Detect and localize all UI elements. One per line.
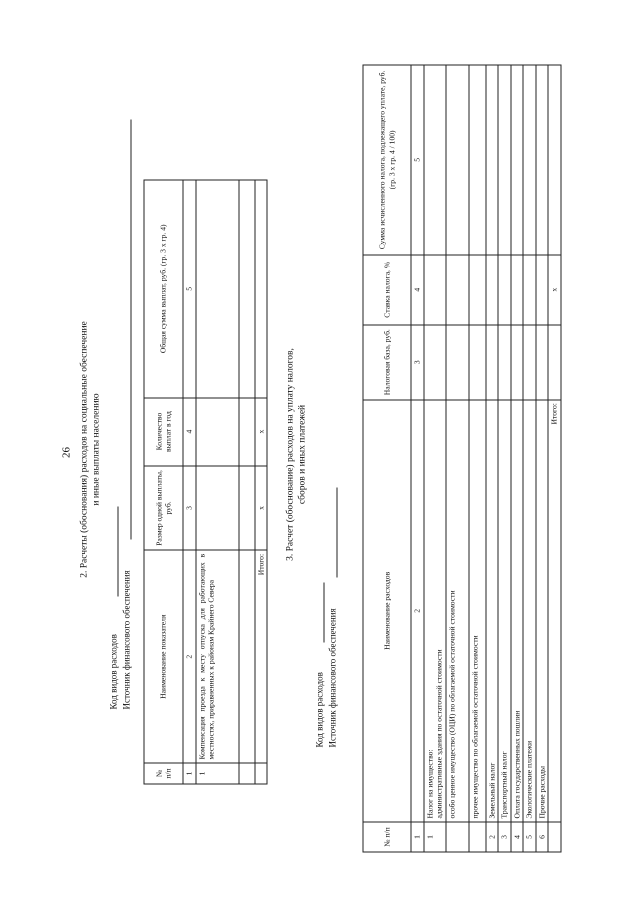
section2-title-line2: и иные выплаты населению — [91, 393, 101, 506]
empty-cell — [523, 65, 536, 255]
table-row — [485, 65, 498, 852]
empty-cell — [485, 255, 498, 325]
table-row — [498, 65, 511, 852]
empty-cell — [548, 65, 561, 255]
empty-cell — [254, 180, 267, 398]
total-row — [548, 65, 561, 852]
col-number-cell: 3 — [183, 466, 196, 551]
empty-cell — [238, 398, 254, 466]
header-cell: № п/п — [363, 822, 411, 852]
col-number-cell: 4 — [183, 398, 196, 466]
empty-cell — [445, 65, 468, 255]
empty-cell — [523, 325, 536, 400]
col-number-cell: 3 — [411, 325, 424, 400]
empty-cell — [423, 65, 445, 255]
section2-istochnik-label: Источник финансового обеспечения — [121, 570, 131, 710]
empty-cell — [254, 763, 267, 784]
row-number-cell: 6 — [535, 822, 548, 852]
empty-cell — [423, 325, 445, 400]
empty-cell — [468, 255, 485, 325]
total-x-mark: x — [548, 255, 561, 325]
total-row — [254, 180, 267, 784]
empty-cell — [238, 763, 254, 784]
empty-cell — [535, 325, 548, 400]
total-label: Итого: — [254, 550, 267, 763]
table-row — [510, 65, 523, 852]
section3-istochnik-label: Источник финансового обеспечения — [327, 608, 337, 748]
col-number-cell: 2 — [411, 400, 424, 822]
col-number-cell: 1 — [183, 763, 196, 784]
table-row — [423, 65, 445, 852]
row-value-cell — [195, 398, 238, 466]
empty-cell — [468, 65, 485, 255]
table-row — [238, 180, 254, 784]
empty-cell — [238, 550, 254, 763]
section2-istochnik-line — [130, 120, 131, 540]
header-cell: Налоговая база, руб. — [363, 325, 411, 400]
table-header-row — [363, 65, 411, 852]
col-number-cell: 4 — [411, 255, 424, 325]
section3-table — [362, 65, 561, 853]
header-cell: № п/п — [144, 763, 183, 784]
total-x-mark: x — [254, 466, 267, 551]
header-cell: Наименование показателя — [144, 550, 183, 763]
row-name-cell — [423, 400, 445, 822]
section2-kod-label: Код видов расходов — [108, 634, 118, 710]
row-name-cell: прочее имущество по облагаемой остаточной стоимости — [468, 400, 485, 822]
header-cell: Сумма исчисленного налога, подлежащего уплате, руб. (гр. 3 х гр. 4 / 100) — [363, 65, 411, 255]
header-cell: Ставка налога, % — [363, 255, 411, 325]
row-name-line: Налог на имущество: — [424, 749, 434, 819]
row-number-cell: 4 — [510, 822, 523, 852]
empty-cell — [445, 255, 468, 325]
empty-cell — [535, 65, 548, 255]
empty-cell — [238, 466, 254, 551]
row-name-cell: Транспортный налог — [498, 400, 511, 822]
empty-cell — [468, 325, 485, 400]
table-row — [195, 180, 238, 784]
col-number-cell: 1 — [411, 822, 424, 852]
empty-cell — [238, 180, 254, 398]
total-label: Итого: — [548, 400, 561, 822]
column-number-row — [183, 180, 196, 784]
row-name-cell: Прочие расходы — [535, 400, 548, 822]
header-cell: Наименование расходов — [363, 400, 411, 822]
table-row — [468, 65, 485, 852]
empty-cell — [498, 325, 511, 400]
header-cell: Общая сумма выплат, руб. (гр. 3 х гр. 4) — [144, 180, 183, 398]
empty-cell — [498, 65, 511, 255]
row-name-cell: Оплата государственных пошлин — [510, 400, 523, 822]
row-number-cell: 1 — [423, 822, 445, 852]
column-number-row — [411, 65, 424, 852]
row-name-cell: Экологические платежи — [523, 400, 536, 822]
row-value-cell — [195, 466, 238, 551]
section2-table — [143, 180, 267, 785]
row-number-cell: 5 — [523, 822, 536, 852]
section3-kod-label: Код видов расходов — [314, 672, 324, 748]
row-number-cell: 3 — [498, 822, 511, 852]
empty-cell — [498, 255, 511, 325]
table-row — [445, 65, 468, 852]
table-header-row — [144, 180, 183, 784]
empty-cell — [423, 255, 445, 325]
row-name-cell: Земельный налог — [485, 400, 498, 822]
col-number-cell: 5 — [183, 180, 196, 398]
empty-cell — [510, 255, 523, 325]
header-cell: Размер одной выплаты, руб. — [144, 466, 183, 551]
row-name-cell: особо ценное имущество (ОЦИ) по облагаемой остаточной стоимости — [445, 400, 468, 822]
empty-cell — [523, 255, 536, 325]
table-row — [535, 65, 548, 852]
row-number-cell: 2 — [485, 822, 498, 852]
row-name-cell: Компенсация проезда к месту отпуска для работающих в местностях, приравненных к районам Крайнего Севера — [195, 550, 238, 763]
table-row — [523, 65, 536, 852]
section3-title-line1: 3. Расчет (обоснование) расходов на уплату налогов, — [285, 348, 295, 561]
col-number-cell: 2 — [183, 550, 196, 763]
total-x-mark: x — [254, 398, 267, 466]
row-number-cell: 1 — [195, 763, 238, 784]
row-number-cell — [468, 822, 485, 852]
section2-title-line1: 2. Расчеты (обоснования) расходов на социальные обеспечение — [79, 321, 89, 578]
empty-cell — [485, 325, 498, 400]
empty-cell — [548, 325, 561, 400]
empty-cell — [485, 65, 498, 255]
section3-title-line2: сборов и иных платежей — [297, 404, 307, 505]
row-value-cell — [195, 180, 238, 398]
page-number: 26 — [60, 447, 72, 458]
row-name-line: административные здания по остаточной стоимости — [434, 649, 443, 819]
col-number-cell: 5 — [411, 65, 424, 255]
section3-istochnik-line — [336, 488, 337, 578]
header-cell: Количество выплат в год — [144, 398, 183, 466]
empty-cell — [445, 325, 468, 400]
empty-cell — [535, 255, 548, 325]
empty-cell — [548, 822, 561, 852]
section3-kod-line — [323, 583, 324, 643]
section2-kod-line — [117, 507, 118, 597]
empty-cell — [510, 325, 523, 400]
empty-cell — [510, 65, 523, 255]
row-number-cell — [445, 822, 468, 852]
